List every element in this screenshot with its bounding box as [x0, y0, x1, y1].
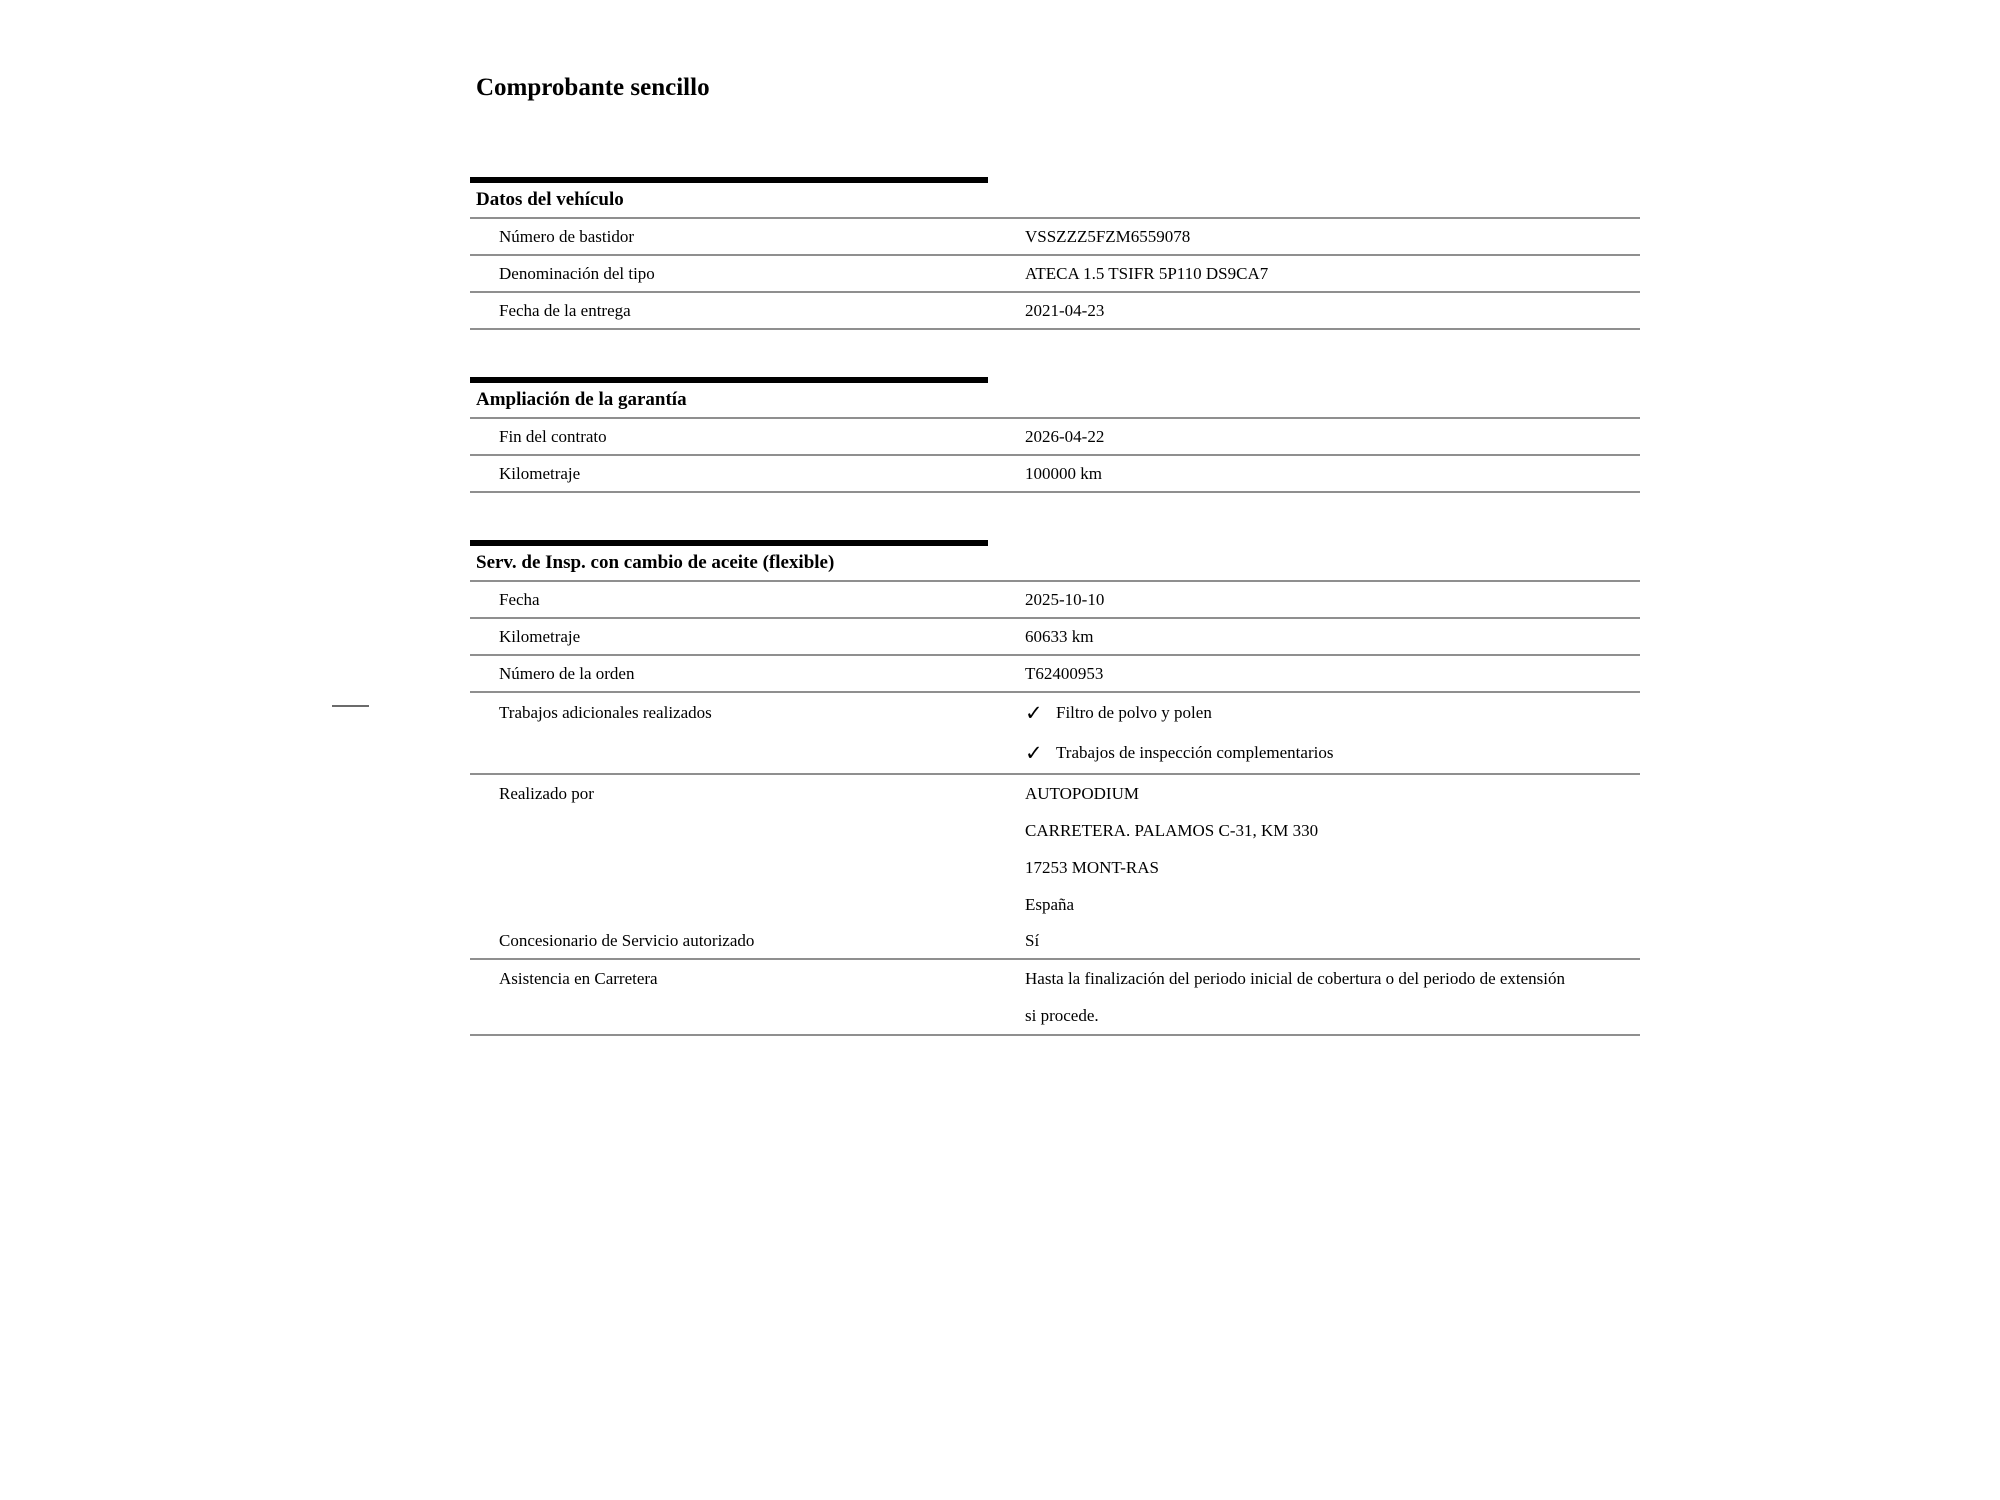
row-value	[1025, 693, 1640, 773]
table-row	[470, 775, 1640, 923]
value-line: si procede.	[1025, 1006, 1099, 1025]
address-line: AUTOPODIUM	[1025, 784, 1139, 803]
row-label: Fecha de la entrega	[499, 300, 631, 320]
margin-dash-mark	[332, 705, 369, 707]
address-line: CARRETERA. PALAMOS C-31, KM 330	[1025, 821, 1319, 840]
checklist-item	[1025, 733, 1640, 773]
row-label: Trabajos adicionales realizados	[499, 703, 712, 722]
table-row	[470, 693, 1640, 775]
table-row	[470, 923, 1640, 960]
row-label: Kilometraje	[499, 463, 581, 483]
table-row	[470, 293, 1640, 330]
row-label: Fin del contrato	[499, 426, 607, 446]
row-label: Realizado por	[499, 784, 594, 803]
checklist-item	[1025, 693, 1640, 733]
row-label: Denominación del tipo	[499, 263, 655, 283]
page-title: Comprobante sencillo	[476, 74, 710, 101]
table-row	[470, 656, 1640, 693]
row-value: VSSZZZ5FZM6559078	[1025, 226, 1191, 246]
row-value: ATECA 1.5 TSIFR 5P110 DS9CA7	[1025, 263, 1269, 283]
check-icon: ✓	[1025, 701, 1043, 725]
check-icon: ✓	[1025, 741, 1043, 765]
row-label: Kilometraje	[499, 626, 581, 646]
table-row	[470, 960, 1640, 1036]
row-label: Asistencia en Carretera	[499, 969, 658, 988]
row-label: Fecha	[499, 589, 540, 609]
table-row	[470, 256, 1640, 293]
section-header: Serv. de Insp. con cambio de aceite (flexible)	[470, 546, 1640, 582]
section-inspection-service	[470, 540, 1640, 1036]
document-body	[470, 72, 1640, 1036]
section-vehicle-data	[470, 177, 1640, 330]
row-label: Número de bastidor	[499, 226, 635, 246]
row-value: T62400953	[1025, 663, 1104, 683]
row-value: 2026-04-22	[1025, 426, 1105, 446]
address-line: 17253 MONT-RAS	[1025, 858, 1159, 877]
row-value: 100000 km	[1025, 463, 1102, 483]
section-warranty-extension	[470, 377, 1640, 493]
row-value: 2025-10-10	[1025, 589, 1105, 609]
value-line: Hasta la finalización del periodo inicial de cobertura o del periodo de extensión	[1025, 969, 1566, 988]
table-row	[470, 219, 1640, 256]
checklist-item-label: Trabajos de inspección complementarios	[1056, 743, 1334, 762]
section-header: Datos del vehículo	[470, 183, 1640, 219]
row-label: Concesionario de Servicio autorizado	[499, 930, 755, 950]
table-row	[470, 582, 1640, 619]
row-label: Número de la orden	[499, 663, 635, 683]
checklist-item-label: Filtro de polvo y polen	[1056, 703, 1212, 722]
row-value	[1025, 775, 1640, 923]
table-row	[470, 456, 1640, 493]
row-value: 2021-04-23	[1025, 300, 1105, 320]
row-value: 60633 km	[1025, 626, 1094, 646]
address-line: España	[1025, 895, 1075, 914]
row-value: Sí	[1025, 930, 1040, 950]
row-value	[1025, 960, 1640, 1034]
table-row	[470, 419, 1640, 456]
section-header: Ampliación de la garantía	[470, 383, 1640, 419]
table-row	[470, 619, 1640, 656]
